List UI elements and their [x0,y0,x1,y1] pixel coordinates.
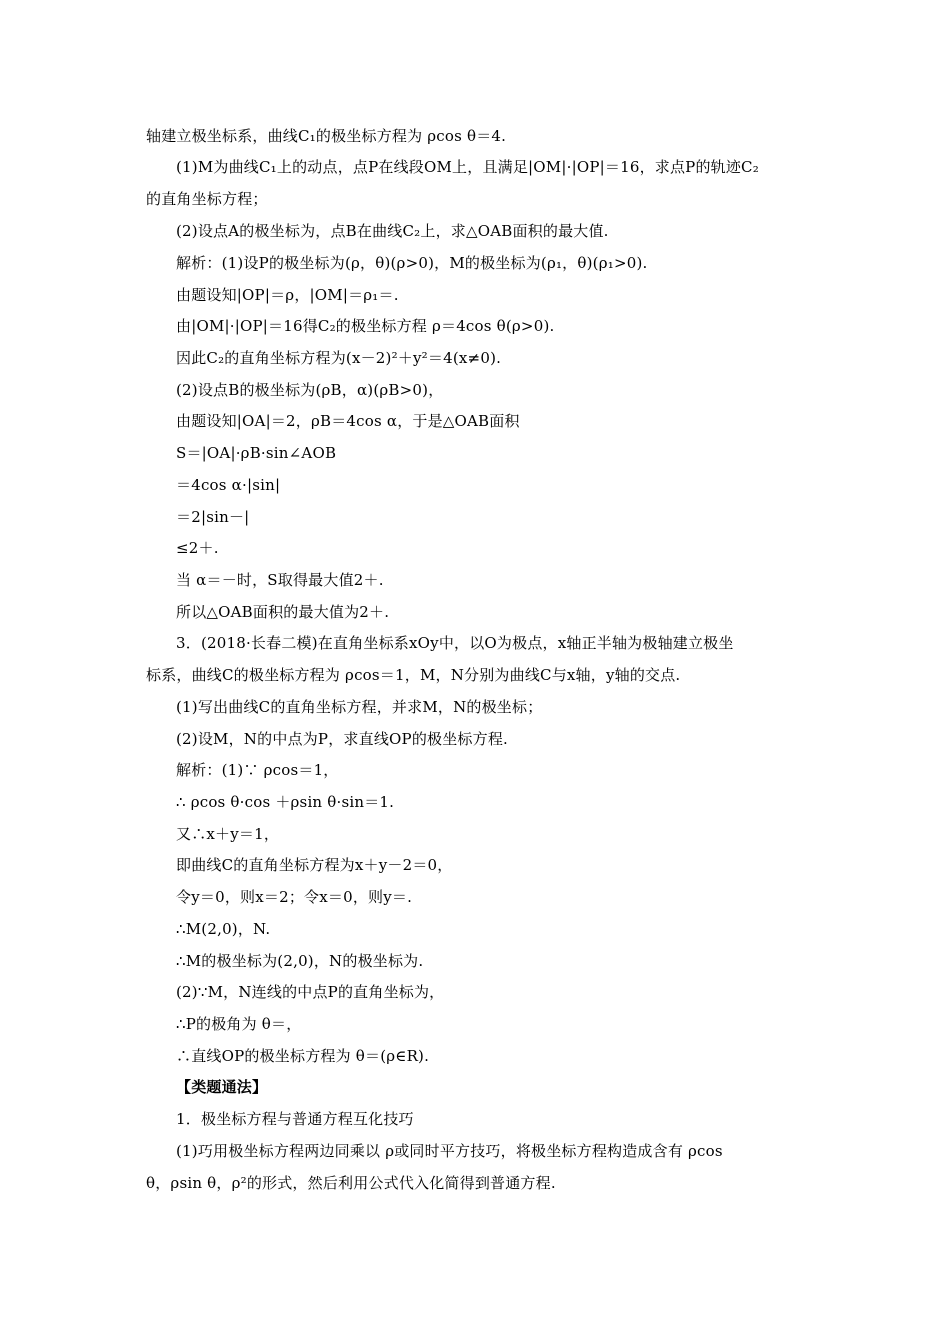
text-line: (2)设点A的极坐标为，点B在曲线C₂上，求△OAB面积的最大值. [176,222,609,240]
text-line: S＝|OA|·ρB·sin∠AOB [176,444,337,462]
text-line: ∴M(2,0)，N. [176,920,271,938]
text-line: ∴M的极坐标为(2,0)，N的极坐标为. [176,952,424,970]
text-line: 轴建立极坐标系，曲线C₁的极坐标方程为 ρcos θ＝4. [146,127,507,145]
text-line: 解析：(1)设P的极坐标为(ρ，θ)(ρ>0)，M的极坐标为(ρ₁，θ)(ρ₁>0). [176,254,648,272]
text-line: 解析：(1)∵ ρcos＝1， [176,761,339,779]
text-line: 所以△OAB面积的最大值为2＋. [176,603,390,621]
text-line: 标系，曲线C的极坐标方程为 ρcos＝1，M，N分别为曲线C与x轴，y轴的交点. [146,666,681,684]
text-line: (2)设M，N的中点为P，求直线OP的极坐标方程. [176,730,508,748]
text-line: 由|OM|·|OP|＝16得C₂的极坐标方程 ρ＝4cos θ(ρ>0). [176,317,555,335]
text-line: (1)M为曲线C₁上的动点，点P在线段OM上，且满足|OM|·|OP|＝16，求点P的轨迹C₂ [176,158,759,176]
text-line: 因此C₂的直角坐标方程为(x－2)²＋y²＝4(x≠0). [176,349,502,367]
text-line: 3．(2018·长春二模)在直角坐标系xOy中，以O为极点，x轴正半轴为极轴建立极坐 [176,634,734,652]
text-line: (2)设点B的极坐标为(ρB，α)(ρB>0)， [176,381,444,399]
text-line: 即曲线C的直角坐标方程为x＋y－2＝0， [176,856,453,874]
text-line: ≤2＋. [176,539,219,557]
text-line: 的直角坐标方程； [146,190,268,208]
text-line: (1)巧用极坐标方程两边同乘以 ρ或同时平方技巧，将极坐标方程构造成含有 ρcos [176,1142,723,1160]
text-line: 又∴x＋y＝1， [176,825,280,843]
text-line: (1)写出曲线C的直角坐标方程，并求M，N的极坐标； [176,698,543,716]
text-line: ∴ ρcos θ·cos ＋ρsin θ·sin＝1. [176,793,395,811]
text-line: ＝4cos α·|sin| [176,476,281,494]
text-line: 当 α＝－时，S取得最大值2＋. [176,571,384,589]
text-line: 令y＝0，则x＝2；令x＝0，则y＝. [176,888,413,906]
text-line: 由题设知|OA|＝2，ρB＝4cos α，于是△OAB面积 [176,412,520,430]
text-line: ∴P的极角为 θ＝， [176,1015,302,1033]
text-line: θ，ρsin θ，ρ²的形式，然后利用公式代入化简得到普通方程. [146,1174,556,1192]
text-line: 由题设知|OP|＝ρ，|OM|＝ρ₁＝. [176,286,399,304]
text-line: ＝2|sin－| [176,508,250,526]
text-line: ∴直线OP的极坐标方程为 θ＝(ρ∈R). [176,1047,430,1065]
text-line: (2)∵M，N连线的中点P的直角坐标为， [176,983,445,1001]
section-heading: 【类题通法】 [176,1078,268,1096]
text-line: 1．极坐标方程与普通方程互化技巧 [176,1110,414,1128]
